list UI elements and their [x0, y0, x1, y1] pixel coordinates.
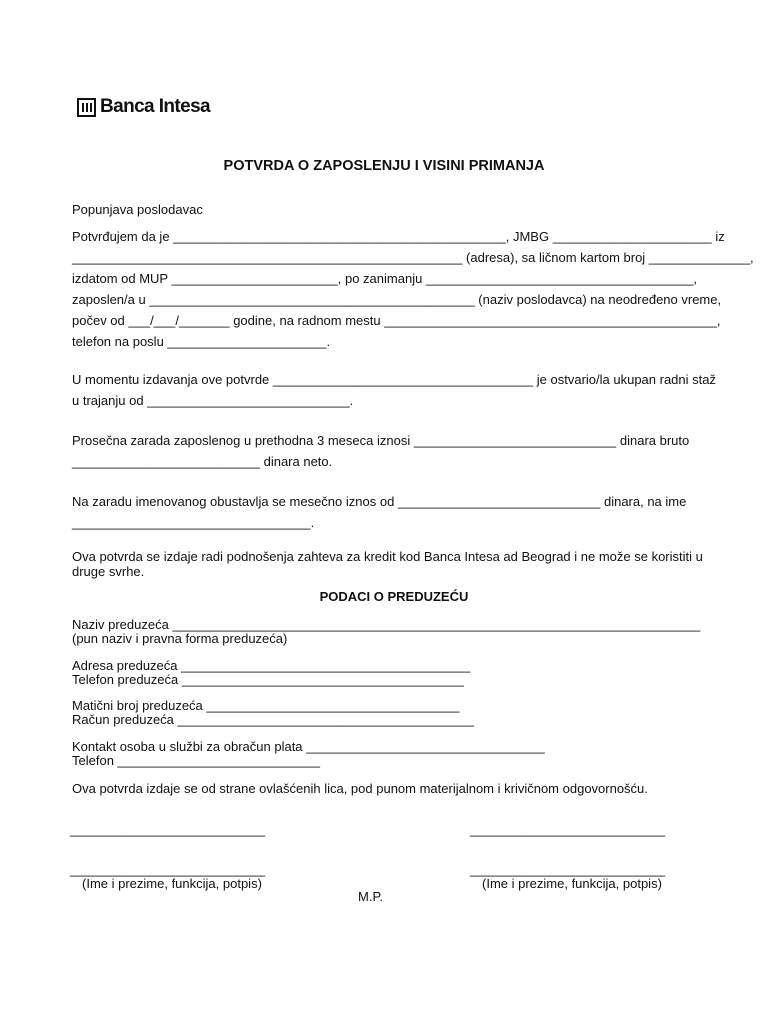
- staz-line-2: u trajanju od ____________________________.: [72, 393, 354, 408]
- salary-line-2: __________________________ dinara neto.: [72, 454, 333, 469]
- deduction-line-1: Na zaradu imenovanog obustavlja se mesečno iznos od ____________________________ dinara, na ime: [72, 494, 687, 509]
- bank-logo-icon: [77, 98, 96, 117]
- company-name-field: Naziv preduzeća _________________________________________________________________________: [72, 617, 701, 632]
- signature-line-left-2: ___________________________: [70, 862, 266, 877]
- form-line-mup: izdatom od MUP _______________________, po zanimanju _____________________________________,: [72, 271, 698, 286]
- bank-logo: [77, 96, 210, 118]
- form-line-address: ______________________________________________________ (adresa), sa ličnom kartom broj ______________,: [72, 250, 754, 265]
- company-account-field: Račun preduzeća _________________________________________: [72, 712, 474, 727]
- form-line-employer: zaposlen/a u _____________________________________________ (naziv poslodavca) na neodređeno vreme,: [72, 292, 722, 307]
- company-address-field: Adresa preduzeća ________________________________________: [72, 658, 471, 673]
- intro-text: Popunjava poslodavac: [72, 202, 203, 217]
- company-registration-field: Matični broj preduzeća ___________________________________: [72, 698, 460, 713]
- salary-line-1: Prosečna zarada zaposlenog u prethodna 3 meseca iznosi ____________________________ dinara bruto: [72, 433, 690, 448]
- signature-label-left: (Ime i prezime, funkcija, potpis): [82, 876, 262, 891]
- liability-statement: Ova potvrda izdaje se od strane ovlašćenih lica, pod punom materijalnom i krivičnom odgovornošću.: [72, 781, 648, 796]
- deduction-line-2: _________________________________.: [72, 515, 315, 530]
- form-line-start-date: počev od ___/___/_______ godine, na radnom mestu ______________________________________________,: [72, 313, 721, 328]
- contact-person-field: Kontakt osoba u službi za obračun plata _________________________________: [72, 739, 545, 754]
- bank-logo-text: Banca Intesa: [100, 96, 211, 117]
- contact-phone-field: Telefon ____________________________: [72, 753, 320, 768]
- form-line-phone: telefon na poslu ______________________.: [72, 334, 331, 349]
- staz-line-1: U momentu izdavanja ove potvrde ____________________________________ je ostvario/la ukupan radni staž: [72, 372, 716, 387]
- signature-line-right-1: ___________________________: [470, 822, 666, 837]
- company-phone-field: Telefon preduzeća _______________________________________: [72, 672, 464, 687]
- company-section-heading: PODACI O PREDUZEĆU: [319, 589, 469, 604]
- company-name-note: (pun naziv i pravna forma preduzeća): [72, 631, 288, 646]
- signature-label-right: (Ime i prezime, funkcija, potpis): [482, 876, 662, 891]
- purpose-line-2: druge svrhe.: [72, 564, 145, 579]
- document-title: POTVRDA O ZAPOSLENJU I VISINI PRIMANJA: [223, 158, 545, 174]
- form-line-name-jmbg: Potvrđujem da je ______________________________________________, JMBG ______________________ iz: [72, 229, 725, 244]
- purpose-line-1: Ova potvrda se izdaje radi podnošenja zahteva za kredit kod Banca Intesa ad Beograd i ne može se koristiti u: [72, 549, 703, 564]
- signature-line-right-2: ___________________________: [470, 862, 666, 877]
- signature-line-left-1: ___________________________: [70, 822, 266, 837]
- stamp-label: M.P.: [358, 889, 384, 904]
